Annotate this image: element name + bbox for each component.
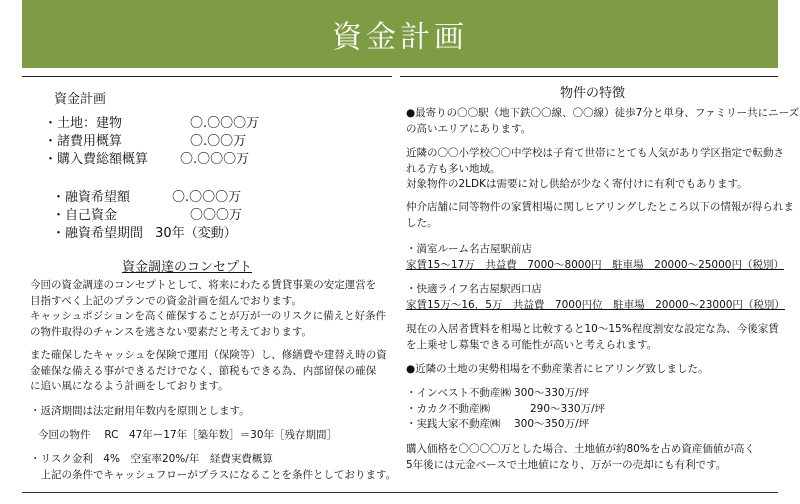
text-line: 仲介店舗に同等物件の家賃相場に関しヒアリングしたところ以下の情報が得られま <box>406 201 794 213</box>
shop-name: ・快適ライフ名古屋駅西口店 <box>406 283 542 295</box>
finance-row-term <box>52 222 237 241</box>
text-line: 金確保な備える事ができるだけでなく、節税もできる為、内部留保の確保 <box>30 364 377 377</box>
shop-detail: 家賃15～17万 共益費 7000～8000円 駐車場 20000～25000円（税別） <box>406 258 784 271</box>
finance-value-land: 〇.〇〇〇万 <box>190 116 260 131</box>
divider-left <box>22 76 392 77</box>
text-line: 5年後には元金ベースで土地値になり、万が一の売却にも有利です。 <box>406 458 727 471</box>
features-paragraph-2 <box>406 146 784 193</box>
finance-row-equity <box>52 204 117 223</box>
features-paragraph-3 <box>406 200 794 231</box>
shop-detail: 家賃15万～16．5万 共益費 7000円位 駐車場 20000～23000円（税別） <box>406 298 785 311</box>
header-banner <box>22 0 778 68</box>
concept-risk <box>30 452 396 483</box>
agent-name: ・実践大家不動産㈱ <box>406 418 501 430</box>
text-line: 現在の入居者賃料を相場と比較すると10～15%程度割安な設定な為、今後家賃 <box>406 323 779 335</box>
text-line: キャッシュポジションを高く確保することが万が一のリスクに備えと好条件 <box>30 310 387 322</box>
page-title: 資金計画 <box>332 20 468 55</box>
finance-label: ・自己資金 <box>52 208 118 223</box>
divider-bottom <box>22 492 778 493</box>
agent-name: ・インベスト不動産㈱ <box>406 387 511 399</box>
shop-name: ・満室ルーム名古屋駅前店 <box>406 243 532 255</box>
text-line: れる方も多い地域。 <box>406 162 501 175</box>
text-line: の物件取得のチャンスを逃さない要素だと考えております。 <box>30 325 313 338</box>
text-line: 今回の資金調達のコンセプトとして、将来にわたる賃貸事業の安定運営を <box>30 279 377 291</box>
agent-price: 300～330万/坪 <box>514 387 590 399</box>
agent-list <box>406 386 605 433</box>
divider-right <box>400 76 778 77</box>
concept-repayment: ・返済期間は法定耐用年数内を原則とします。 <box>30 405 250 417</box>
finance-row-loan <box>52 186 130 205</box>
text-line: ・リスク金利 4% 空室率20%/年 経費実費概算 <box>30 453 273 465</box>
agent-price: 300～350万/坪 <box>514 418 590 430</box>
finance-value-equity: 〇〇〇万 <box>190 208 243 223</box>
text-line: した。 <box>406 216 438 229</box>
concept-paragraph-2 <box>30 348 387 395</box>
finance-row-land <box>44 112 122 131</box>
agent-item <box>406 417 605 433</box>
text-line: の高いエリアにあります。 <box>406 122 532 135</box>
finance-label: ・諸費用概算 <box>44 134 123 149</box>
finance-row-fees <box>44 130 122 149</box>
finance-value-fees: 〇.〇〇万 <box>190 134 247 149</box>
features-paragraph-6 <box>406 442 755 473</box>
features-paragraph-5: ●近隣の土地の実勢相場を不動産業者にヒアリング致しました。 <box>406 363 709 375</box>
text-line: に追い風になるよう計画をしております。 <box>30 380 229 392</box>
features-heading: 物件の特徴 <box>560 86 626 101</box>
text-line: また確保したキャッシュを保険で運用（保険等）し、修繕費や建替え時の資 <box>30 349 387 361</box>
text-line: ●最寄りの〇〇駅（地下鉄〇〇線、〇〇線）徒歩7分と単身、ファミリー共にニーズ <box>406 107 800 119</box>
text-line: 購入価格を〇〇〇〇万とした場合、土地値が約80%を占め資産価値が高く <box>406 443 755 455</box>
finance-label: ・融資希望期間 <box>52 226 144 241</box>
concept-property: 今回の物件 RC 47年ー17年［築年数］＝30年［残存期間］ <box>38 429 338 441</box>
finance-value-total: 〇.〇〇〇万 <box>180 152 250 167</box>
concept-paragraph-1 <box>30 278 386 340</box>
text-line: を上乗せし募集できる可能性が高いと考えられます。 <box>406 338 658 351</box>
features-paragraph-4 <box>406 322 779 353</box>
finance-label: ・土地：建物 <box>44 116 123 131</box>
finance-label: ・融資希望額 <box>52 190 131 205</box>
agent-item <box>406 402 605 418</box>
features-paragraph-1 <box>406 106 799 137</box>
finance-label: ・購入費総額概算 <box>44 152 149 167</box>
agent-item <box>406 386 605 402</box>
shop-2 <box>406 282 785 313</box>
finance-value-loan: 〇.〇〇〇万 <box>172 190 242 205</box>
shop-1 <box>406 242 784 273</box>
finance-row-total <box>44 148 148 167</box>
agent-name: ・カカク不動産㈱ <box>406 402 490 415</box>
text-line: 近隣の〇〇小学校〇〇中学校は子育て世帯にとても人気があり学区指定で転動さ <box>406 147 784 159</box>
text-line: 対象物件の2LDKは需要に対し供給が少なく寄付けに有利でもあります。 <box>406 178 748 190</box>
finance-title: 資金計画 <box>54 92 107 107</box>
agent-price: 290～330万/坪 <box>530 402 606 415</box>
concept-heading: 資金調達のコンセプト <box>122 260 253 275</box>
finance-value-term: 30年（変動） <box>155 226 237 241</box>
text-line: 目指すべく上記のプランでの資金計画を組んでおります。 <box>30 294 302 307</box>
text-line: 上記の条件でキャッシュフローがプラスになることを条件としております。 <box>30 468 397 481</box>
